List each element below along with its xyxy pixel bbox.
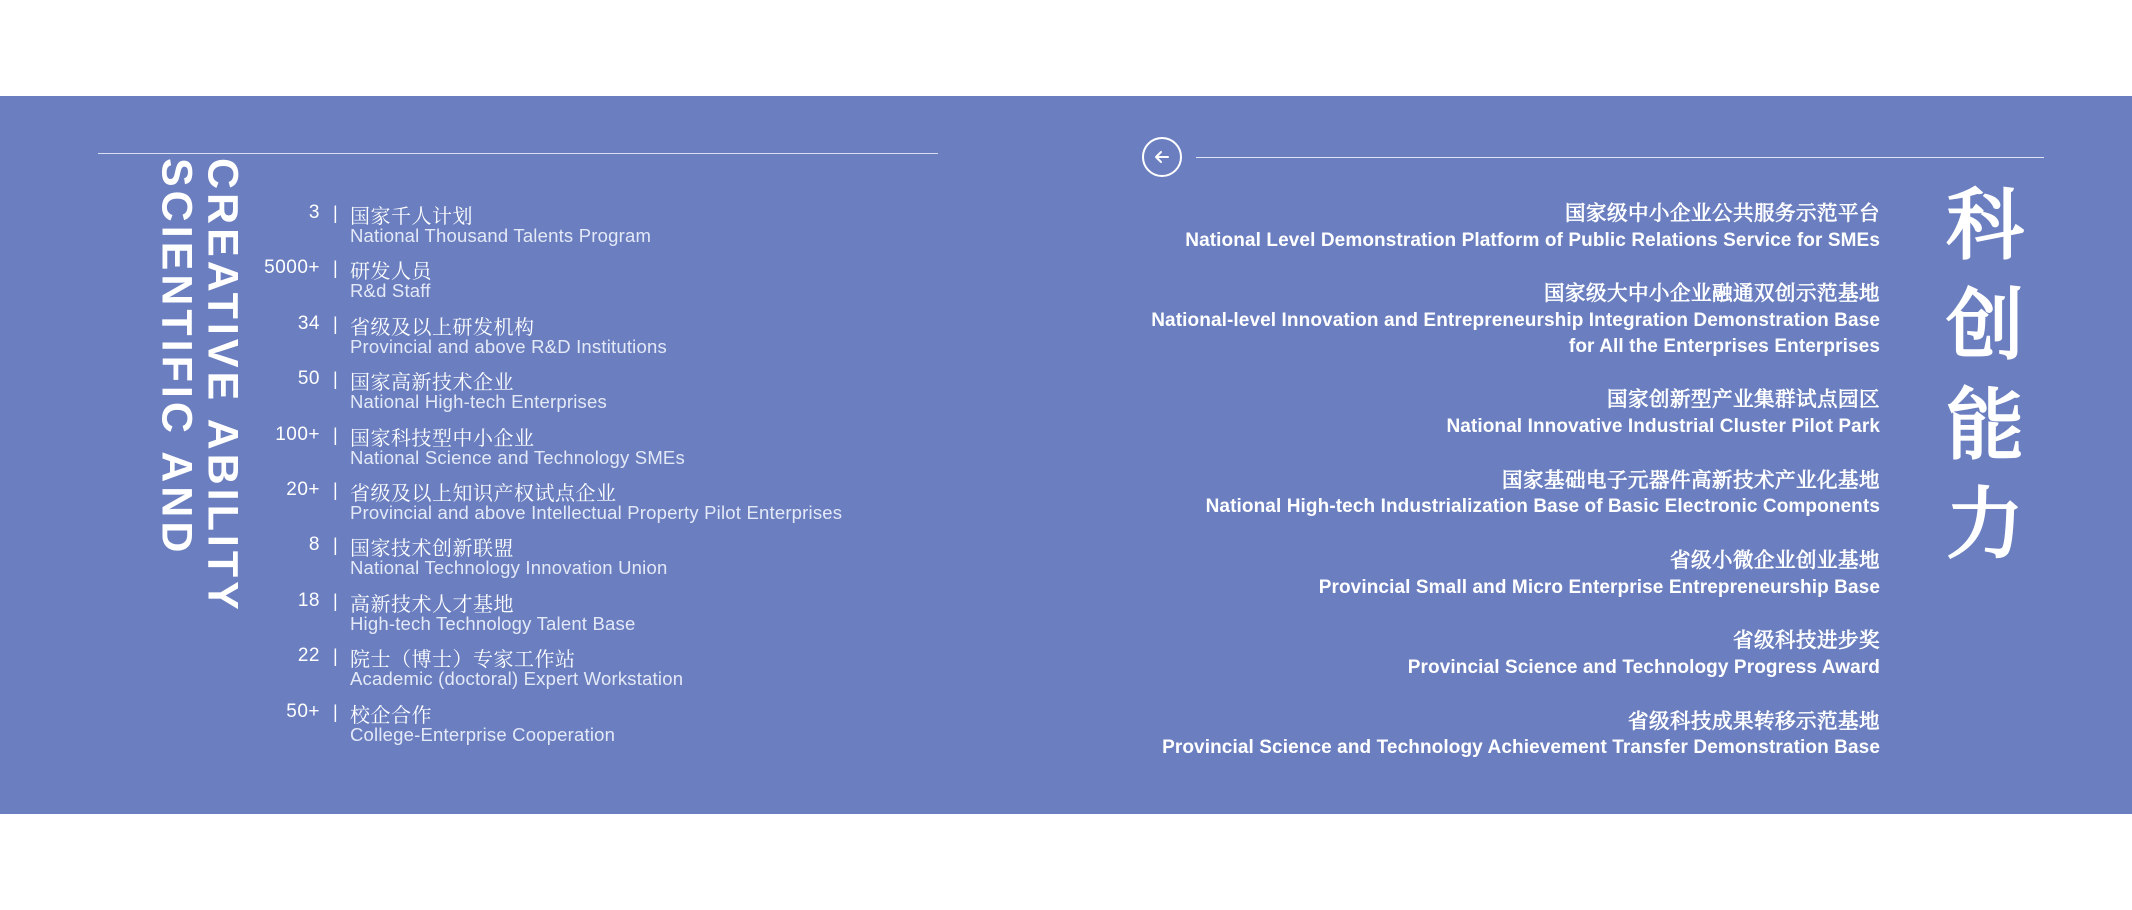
list-item: [150, 473, 940, 528]
arrow-left-icon[interactable]: [1142, 137, 1182, 177]
list-item: [150, 418, 940, 473]
section-title-cn: [1930, 176, 2040, 575]
award-title-en-line2: for All the Enterprises Enterprises: [1568, 335, 1880, 357]
stat-label-en: National Technology Innovation Union: [350, 557, 668, 579]
stat-label-en: National Science and Technology SMEs: [350, 446, 685, 468]
award-title-cn: 国家创新型产业集群试点园区: [1607, 388, 1880, 412]
stat-label-cn: 校企合作: [350, 704, 432, 727]
award-title-en: Provincial Science and Technology Progress Award: [1407, 656, 1880, 678]
stat-separator: |: [333, 646, 338, 667]
stat-label-cn: 国家千人计划: [350, 206, 473, 228]
stat-number: 20+: [286, 478, 320, 500]
vertical-title-line-2: CREATIVE ABILITY: [198, 158, 247, 614]
list-item: [150, 362, 940, 417]
awards-list: [1140, 200, 1880, 788]
stat-number: 3: [308, 202, 320, 223]
stat-number: 34: [297, 312, 320, 334]
stat-number: 100+: [275, 423, 320, 445]
title-char-4: 力: [1945, 480, 2024, 569]
list-item: [150, 307, 940, 362]
stat-label-cn: 省级及以上研发机构: [350, 316, 535, 339]
stat-separator: |: [333, 479, 338, 500]
stat-number: 18: [297, 589, 320, 611]
vertical-title-line-1: SCIENTIFIC AND: [152, 158, 201, 557]
stat-separator: |: [333, 590, 338, 611]
list-item: [1140, 200, 1880, 253]
award-title-en: National Innovative Industrial Cluster Pilot Park: [1446, 415, 1880, 437]
stat-label-en: Provincial and above Intellectual Property Pilot Enterprises: [350, 501, 843, 523]
stat-separator: |: [333, 701, 338, 722]
award-title-en: Provincial Small and Micro Enterprise Entrepreneurship Base: [1318, 576, 1880, 598]
list-item: [1140, 386, 1880, 439]
stat-number: 22: [297, 645, 320, 667]
award-title-cn: 国家基础电子元器件高新技术产业化基地: [1502, 468, 1880, 492]
list-item: [1140, 708, 1880, 761]
stat-separator: |: [333, 424, 338, 445]
stat-number: 50: [297, 368, 320, 390]
stat-label-en: Academic (doctoral) Expert Workstation: [350, 668, 684, 690]
award-title-cn: 省级小微企业创业基地: [1670, 548, 1880, 572]
award-title-en: National Level Demonstration Platform of Public Relations Service for SMEs: [1185, 229, 1880, 251]
stat-label-en: R&d Staff: [350, 280, 431, 302]
stat-label-en: National Thousand Talents Program: [350, 225, 652, 246]
stat-label-en: College-Enterprise Cooperation: [350, 723, 616, 745]
award-title-en: National High-tech Industrialization Base of Basic Electronic Components: [1205, 496, 1880, 518]
list-item: [150, 695, 940, 750]
stat-label-cn: 国家高新技术企业: [350, 372, 514, 395]
stat-number: 8: [308, 534, 320, 556]
stat-label-cn: 研发人员: [350, 261, 432, 284]
stat-number: 5000+: [264, 257, 320, 279]
title-char-1: 科: [1945, 181, 2024, 269]
stats-list: [150, 196, 940, 750]
stat-label-cn: 高新技术人才基地: [350, 593, 514, 616]
stat-label-cn: 国家技术创新联盟: [350, 538, 514, 561]
stat-label-en: National High-tech Enterprises: [350, 391, 607, 413]
title-char-3: 能: [1945, 380, 2024, 469]
list-item: [1140, 280, 1880, 359]
list-item: [150, 528, 940, 583]
list-item: [150, 196, 940, 251]
list-item: [1140, 467, 1880, 520]
list-item: [1140, 627, 1880, 680]
title-char-2: 创: [1945, 280, 2024, 369]
award-title-en: National-level Innovation and Entrepreneurship Integration Demonstration Base: [1151, 309, 1880, 331]
stat-label-en: High-tech Technology Talent Base: [350, 612, 636, 634]
list-item: [1140, 547, 1880, 600]
stat-label-en: Provincial and above R&D Institutions: [350, 335, 667, 357]
stat-separator: |: [333, 203, 338, 223]
stat-label-cn: 省级及以上知识产权试点企业: [350, 482, 617, 505]
stat-label-cn: 国家科技型中小企业: [350, 427, 535, 450]
award-title-cn: 省级科技成果转移示范基地: [1628, 709, 1880, 733]
award-title-en: Provincial Science and Technology Achievement Transfer Demonstration Base: [1162, 737, 1880, 759]
award-title-cn: 国家级大中小企业融通双创示范基地: [1544, 282, 1880, 306]
left-divider-rule: [98, 153, 938, 154]
award-title-cn: 省级科技进步奖: [1733, 629, 1880, 653]
list-item: [150, 639, 940, 694]
stat-number: 50+: [286, 700, 320, 722]
list-item: [150, 584, 940, 639]
right-divider-rule: [1196, 157, 2044, 158]
award-title-cn: 国家级中小企业公共服务示范平台: [1565, 202, 1880, 225]
stat-separator: |: [333, 369, 338, 390]
stat-separator: |: [333, 258, 338, 279]
stat-separator: |: [333, 535, 338, 556]
stat-separator: |: [333, 313, 338, 334]
stat-label-cn: 院士（博士）专家工作站: [350, 649, 576, 672]
list-item: [150, 251, 940, 306]
